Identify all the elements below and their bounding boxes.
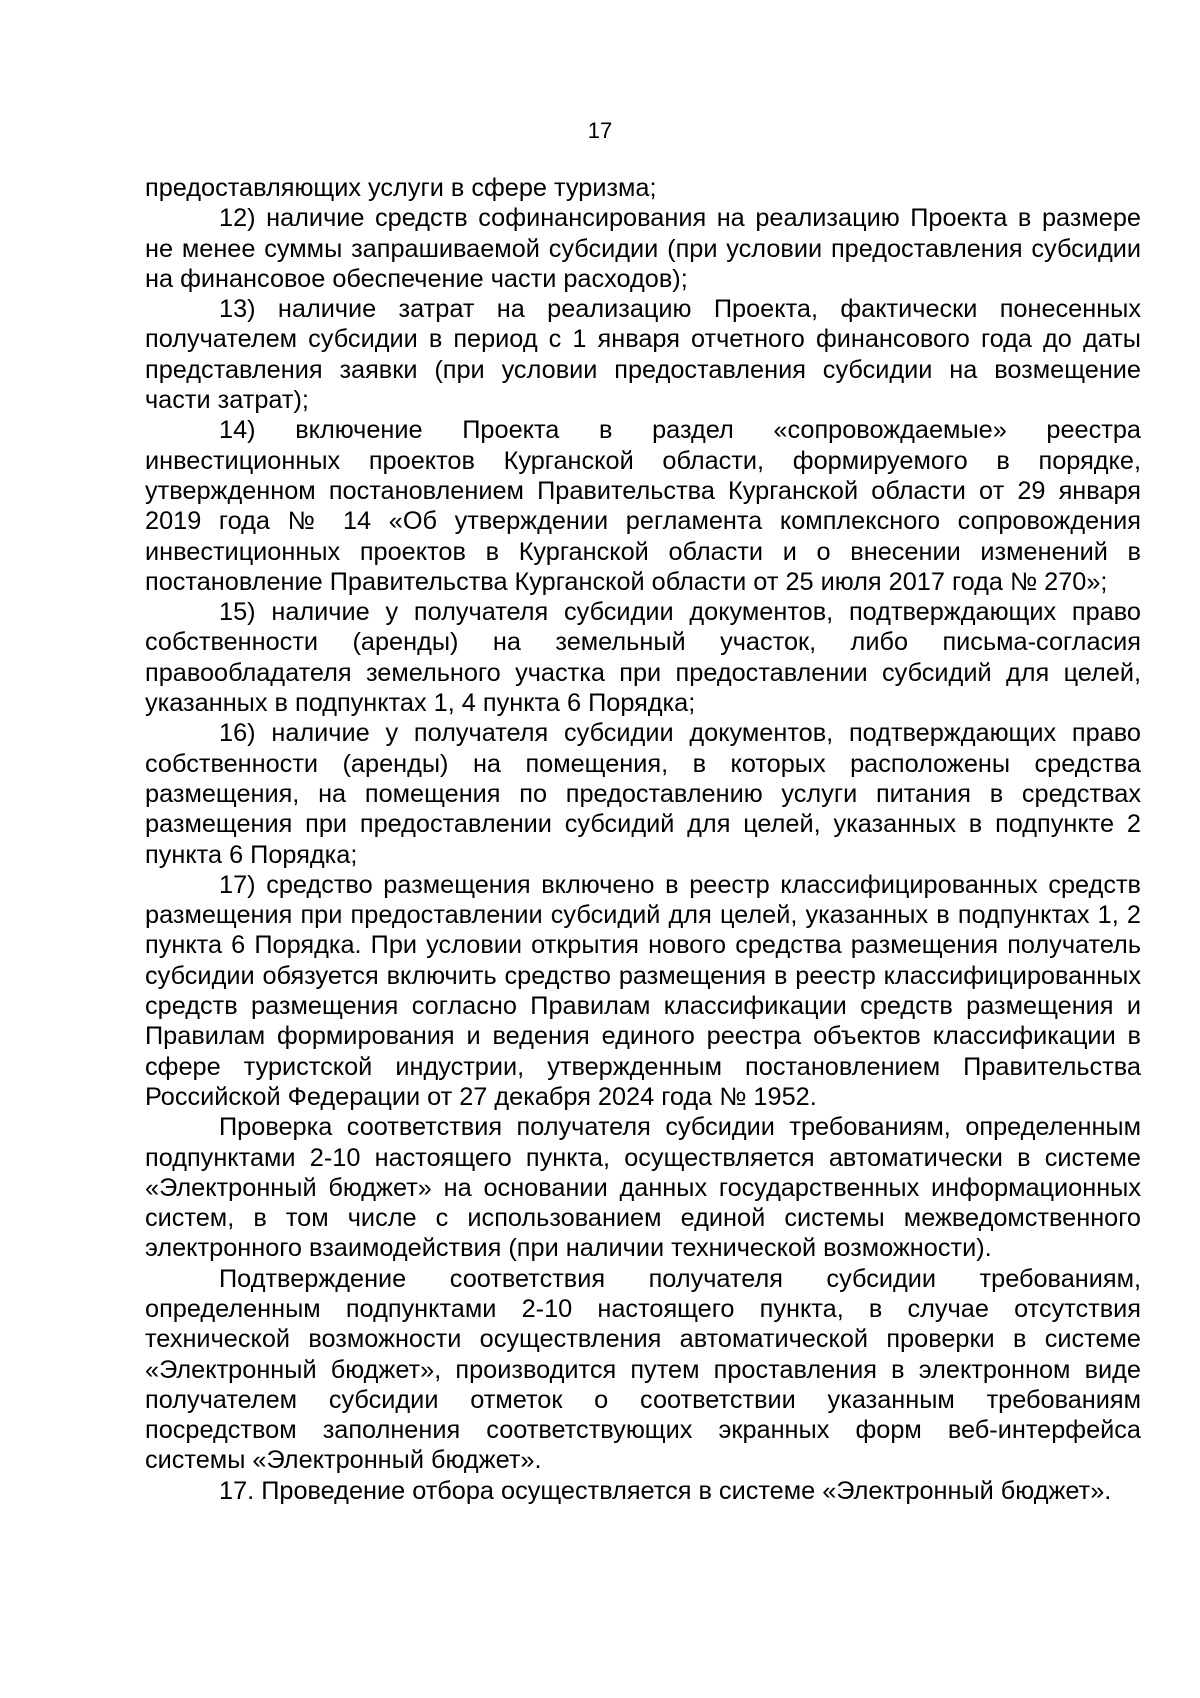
paragraph-item-15: 15) наличие у получателя субсидии документов, подтверждающих право собственности (аренды) на земельный участок, либо письма-согласия правообладателя земельного участка при предоставлении субсидий для целей, указанных в подпунктах 1, 4 пункта 6 Порядка; bbox=[145, 598, 1141, 718]
paragraph-confirmation: Подтверждение соответствия получателя субсидии требованиям, определенным подпунктами 2-10 настоящего пункта, в случае отсутствия технической возможности осуществления автоматической проверки в системе «Электронный бюджет», производится путем проставления в электронном виде получателем субсидии отметок о соответствии указанным требованиям посредством заполнения соответствующих экранных форм веб-интерфейса системы «Электронный бюджет». bbox=[145, 1264, 1141, 1475]
paragraph-automatic-check: Проверка соответствия получателя субсидии требованиям, определенным подпунктами 2-10 настоящего пункта, осуществляется автоматически в системе «Электронный бюджет» на основании данных государственных информационных систем, в том числе с использованием единой системы межведомственного электронного взаимодействия (при наличии технической возможности). bbox=[145, 1113, 1141, 1263]
paragraph-section-17: 17. Проведение отбора осуществляется в системе «Электронный бюджет». bbox=[219, 1476, 1112, 1505]
paragraph-continuation: предоставляющих услуги в сфере туризма; bbox=[145, 174, 657, 202]
paragraph-item-16: 16) наличие у получателя субсидии документов, подтверждающих право собственности (аренды) на помещения, в которых расположены средства размещения, на помещения по предоставлению услуги питания в средствах размещения при предоставлении субсидий для целей, указанных в подпункте 2 пункта 6 Порядка; bbox=[145, 719, 1141, 869]
document-body bbox=[145, 173, 1141, 1506]
paragraph-item-17: 17) средство размещения включено в реестр классифицированных средств размещения при предоставлении субсидий для целей, указанных в подпунктах 1, 2 пункта 6 Порядка. При условии открытия нового средства размещения получатель субсидии обязуется включить средство размещения в реестр классифицированных средств размещения согласно Правилам классификации средств размещения и Правилам формирования и ведения единого реестра объектов классификации в сфере туристской индустрии, утвержденным постановлением Правительства Российской Федерации от 27 декабря 2024 года № 1952. bbox=[145, 870, 1141, 1111]
paragraph-item-14: 14) включение Проекта в раздел «сопровождаемые» реестра инвестиционных проектов Курганской области, формируемого в порядке, утвержденном постановлением Правительства Курганской области от 29 января 2019 года № 14 «Об утверждении регламента комплексного сопровождения инвестиционных проектов в Курганской области и о внесении изменений в постановление Правительства Курганской области от 25 июля 2017 года № 270»; bbox=[145, 416, 1141, 596]
page-number: 17 bbox=[587, 118, 613, 143]
paragraph-item-13: 13) наличие затрат на реализацию Проекта, фактически понесенных получателем субсидии в период с 1 января отчетного финансового года до даты представления заявки (при условии предоставления субсидии на возмещение части затрат); bbox=[145, 295, 1141, 415]
paragraph-item-12: 12) наличие средств софинансирования на реализацию Проекта в размере не менее суммы запрашиваемой субсидии (при условии предоставления субсидии на финансовое обеспечение части расходов); bbox=[145, 204, 1141, 293]
